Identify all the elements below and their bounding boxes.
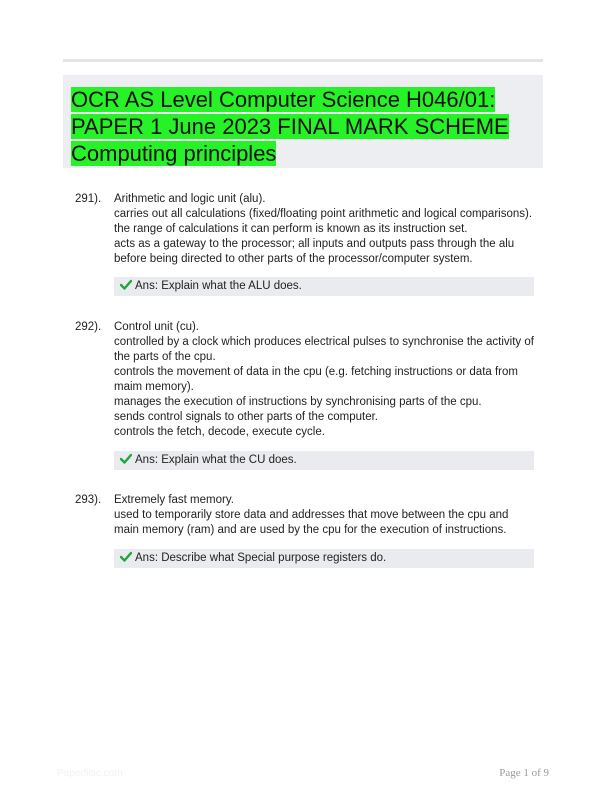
check-icon <box>120 279 132 290</box>
answer-text: Ans: Explain what the CU does. <box>135 454 297 466</box>
question-number: 293). <box>75 494 102 506</box>
question-line: controlled by a clock which produces electrical pulses to synchronise the activity of the parts of the cpu. <box>114 336 534 363</box>
question-line: Arithmetic and logic unit (alu). <box>114 193 266 205</box>
question-line: controls the fetch, decode, execute cycle. <box>114 426 325 438</box>
page-number: Page 1 of 9 <box>499 767 549 779</box>
question-line: Control unit (cu). <box>114 321 200 333</box>
footer-watermark: Paperfiltic.com <box>57 768 123 779</box>
question-line: Extremely fast memory. <box>114 494 234 506</box>
question-number: 292). <box>75 321 102 333</box>
question-line: controls the movement of data in the cpu (e.g. fetching instructions or data from maim memory). <box>114 366 518 393</box>
top-divider <box>63 59 543 62</box>
answer-text: Ans: Explain what the ALU does. <box>135 280 302 292</box>
answer-box <box>114 277 534 296</box>
question-text <box>114 192 534 267</box>
title-banner <box>63 75 543 168</box>
question-line: the range of calculations it can perform is known as its instruction set. <box>114 223 468 235</box>
answer-box <box>114 451 534 470</box>
question-line: carries out all calculations (fixed/floating point arithmetic and logical comparisons). <box>114 208 533 220</box>
question-line: acts as a gateway to the processor; all inputs and outputs pass through the alu before being directed to other parts of the processor/computer system. <box>114 238 515 265</box>
question-line: sends control signals to other parts of the computer. <box>114 411 379 423</box>
page-title <box>71 86 535 167</box>
question-text <box>114 493 534 538</box>
check-icon <box>120 551 132 562</box>
answer-box <box>114 549 534 568</box>
title-line: Computing principles <box>71 141 277 166</box>
question-text <box>114 320 534 440</box>
title-line: OCR AS Level Computer Science H046/01: <box>71 87 496 112</box>
question-number: 291). <box>75 193 102 205</box>
title-line: PAPER 1 June 2023 FINAL MARK SCHEME <box>71 114 509 139</box>
question-line: used to temporarily store data and addresses that move between the cpu and main memory (ram) and are used by the cpu for the execution of instructions. <box>114 509 509 536</box>
check-icon <box>120 453 132 464</box>
question-line: manages the execution of instructions by synchronising parts of the cpu. <box>114 396 482 408</box>
answer-text: Ans: Describe what Special purpose registers do. <box>135 552 387 564</box>
